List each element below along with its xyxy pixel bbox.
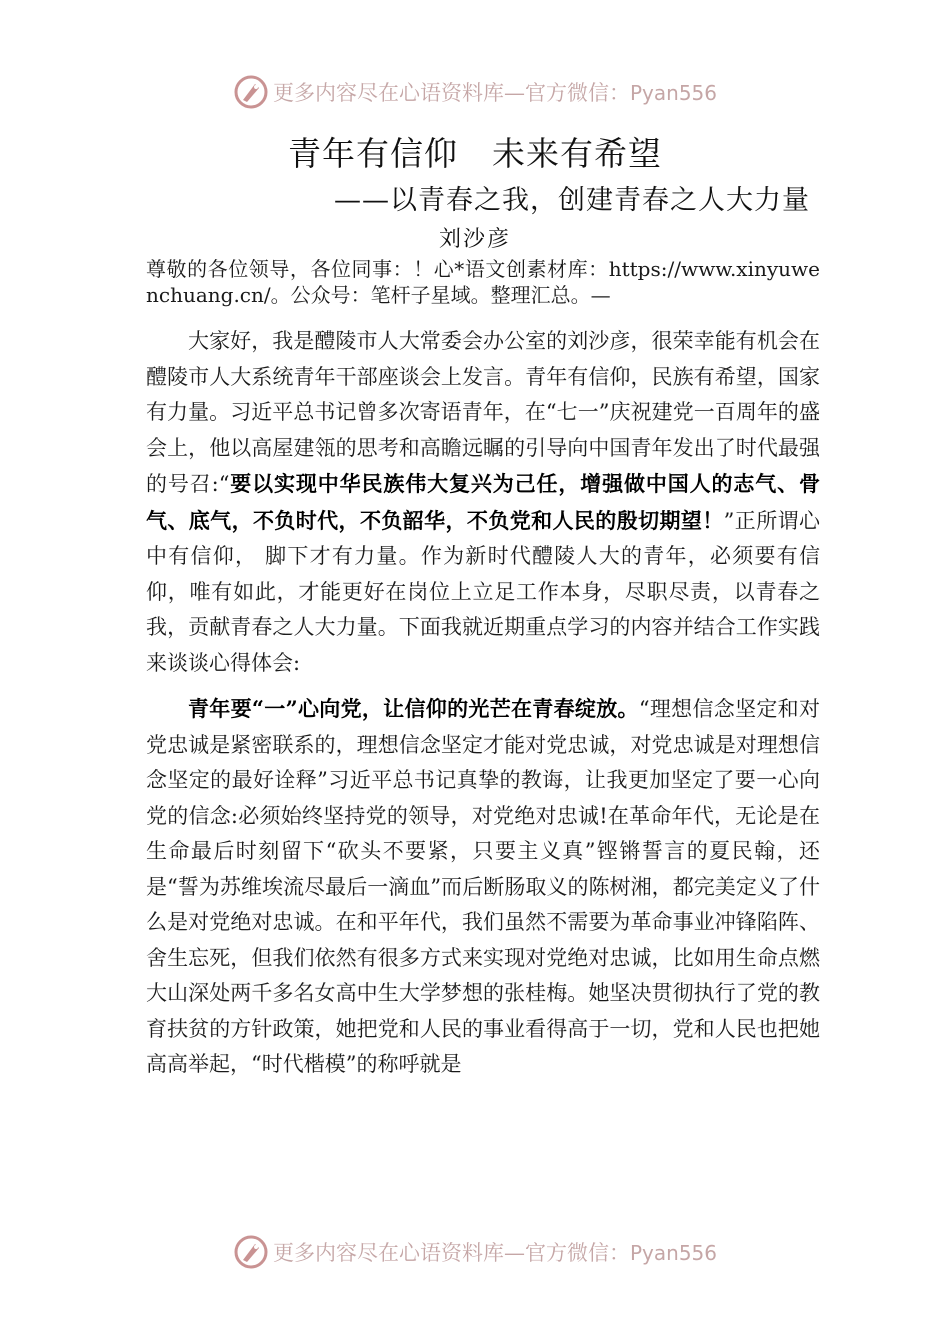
salutation-line: 尊敬的各位领导，各位同事：！心*语文创素材库：https://www.xinyuwenchuang.cn/。公众号：笔杆子星域。整理汇总。— — [146, 257, 820, 307]
paragraph-1-text-b: ”正所谓心中有信仰， 脚下才有力量。作为新时代醴陵人大的青年，必须要有信仰，唯有如此，才能更好在岗位上立足工作本身，尽职尽责，以青春之我，贡献青春之人大力量。下面我就近期重点学习的内容并结合工作实践来谈谈心得体会: — [146, 508, 820, 675]
document-title: 青年有信仰 未来有希望 — [288, 134, 662, 173]
watermark-handle: Pyan556 — [629, 81, 717, 105]
watermark-text-main: 更多内容尽在心语资料库—官方微信： — [272, 81, 630, 105]
header-watermark-banner — [0, 72, 950, 112]
watermark-text-main: 更多内容尽在心语资料库—官方微信： — [272, 1241, 630, 1265]
watermark-text — [273, 77, 717, 107]
watermark-handle: Pyan556 — [629, 1241, 717, 1265]
paragraph-2-text: “理想信念坚定和对党忠诚是紧密联系的，理想信念坚定才能对党忠诚，对党忠诚是对理想信念坚定的最好诠释”习近平总书记真挚的教诲，让我更加坚定了要一心向党的信念:必须始终坚持党的领导，对党绝对忠诚!在革命年代，无论是在生命最后时刻留下“砍头不要紧，只要主义真”铿锵誓言的夏民翰，还是“誓为苏维埃流尽最后一滴血”而后断肠取义的陈树湘，都完美定义了什么是对党绝对忠诚。在和平年代，我们虽然不需要为革命事业冲锋陷阵、舍生忘死，但我们依然有很多方式来实现对党绝对忠诚，比如用生命点燃大山深处两千多名女高中生大学梦想的张桂梅。她坚决贯彻执行了党的教育扶贫的方针政策，她把党和人民的事业看得高于一切，党和人民也把她高高举起，“时代楷模”的称呼就是 — [146, 697, 820, 1076]
document-body — [146, 256, 820, 1083]
paragraph-1-text-a: 大家好，我是醴陵市人大常委会办公室的刘沙彦，很荣幸能有机会在醴陵市人大系统青年干部座谈会上发言。青年有信仰，民族有希望，国家有力量。习近平总书记曾多次寄语青年，在“七一”庆祝建党一百周年的盛会上，他以高屋建瓴的思考和高瞻远瞩的引导向中国青年发出了时代最强的号召:“ — [146, 329, 820, 496]
document-author: 刘沙彦 — [438, 227, 511, 252]
paragraph-2-heading-bold: 青年要“一”心向党，让信仰的光芒在青春绽放。 — [188, 696, 639, 721]
footer-watermark-banner — [0, 1232, 950, 1272]
document-subtitle: ——以青春之我，创建青春之人大力量 — [334, 185, 810, 216]
pen-nib-logo-icon — [233, 74, 269, 110]
paragraph-2 — [146, 691, 820, 1083]
pen-nib-logo-icon — [233, 1234, 269, 1270]
paragraph-1 — [146, 324, 820, 681]
paragraph-1-quote-bold: 要以实现中华民族伟大复兴为己任，增强做中国人的志气、骨气、底气，不负时代，不负韶华，不负党和人民的殷切期望！ — [146, 471, 821, 533]
watermark-text — [273, 1237, 717, 1267]
